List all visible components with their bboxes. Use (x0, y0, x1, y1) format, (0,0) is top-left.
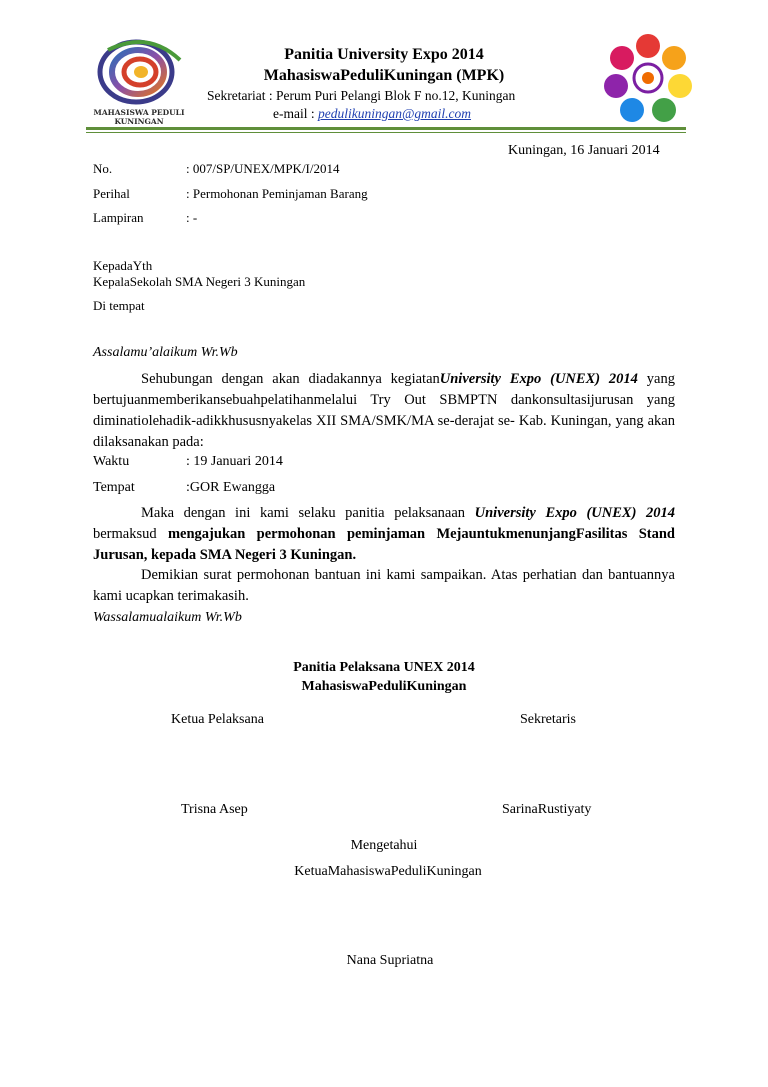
org-subtitle: MahasiswaPeduliKuningan (MPK) (263, 67, 505, 84)
para2-bold: mengajukan permohonan peminjaman MejauntukmenunjangFasilitas Stand Jurusan, kepada SMA Negeri 3 Kuningan. (93, 526, 675, 563)
meta-label-perihal: Perihal (93, 186, 130, 201)
para1-pre: Sehubungan dengan akan diadakannya kegiatan (141, 371, 440, 387)
detail-value-tempat: :GOR Ewangga (186, 480, 276, 495)
left-signer-name: Trisna Asep (181, 802, 248, 817)
meta-label-lampiran: Lampiran (93, 210, 144, 225)
place-date: Kuningan, 16 Januari 2014 (508, 143, 660, 158)
email-link[interactable]: pedulikuningan@gmail.com (317, 106, 472, 121)
detail-label-waktu: Waktu (93, 454, 130, 469)
detail-value-waktu: : 19 Januari 2014 (186, 454, 283, 469)
paragraph-closing: Demikian surat permohonan bantuan ini kami sampaikan. Atas perhatian dan bantuannya kami ucapkan terimakasih. (93, 567, 675, 604)
closing-salutation: Wassalamualaikum Wr.Wb (93, 610, 242, 625)
greeting: Assalamu’alaikum Wr.Wb (93, 345, 238, 360)
right-signer-role: Sekretaris (520, 712, 576, 727)
para1-event: University Expo (UNEX) 2014 (439, 371, 638, 387)
para2-mid: bermaksud (93, 526, 168, 542)
committee-title: Panitia Pelaksana UNEX 2014 (293, 660, 475, 675)
meta-value-perihal: : Permohonan Peminjaman Barang (186, 186, 368, 201)
recipient-line-2: KepalaSekolah SMA Negeri 3 Kuningan (93, 274, 306, 289)
para1-post: yang bertujuanmemberikansebuahpelatihanmelalui Try Out SBMPTN dankonsultasijurusan yang diminatiolehadik-adikkhususnyakelas XII SMA/SMK/MA se-derajat se- Kab. Kuningan, yang akan dilaksanakan pada: (93, 371, 675, 450)
org-email-line (273, 106, 471, 122)
logo-left-caption-line1: MAHASISWA PEDULI (93, 108, 185, 117)
right-signer-name: SarinaRustiyaty (502, 802, 592, 817)
chair-role: KetuaMahasiswaPeduliKuningan (294, 864, 482, 879)
para2-event: University Expo (UNEX) 2014 (474, 505, 675, 521)
recipient-line-1: KepadaYth (93, 258, 153, 273)
header-divider-thin (86, 132, 686, 133)
para2-pre: Maka dengan ini kami selaku panitia pelaksanaan (141, 505, 475, 521)
logo-left-caption (88, 108, 190, 126)
org-title: Panitia University Expo 2014 (284, 46, 484, 63)
logo-left-caption-line2: KUNINGAN (114, 117, 164, 126)
paragraph-request (93, 503, 675, 566)
chair-name: Nana Supriatna (346, 953, 434, 968)
email-label: e-mail : (273, 106, 318, 121)
left-signer-role: Ketua Pelaksana (171, 712, 264, 727)
detail-label-tempat: Tempat (93, 480, 135, 495)
org-address: Sekretariat : Perum Puri Pelangi Blok F no.12, Kuningan (207, 88, 516, 103)
acknowledged-label: Mengetahui (350, 838, 418, 853)
meta-value-no: : 007/SP/UNEX/MPK/I/2014 (186, 161, 340, 176)
recipient-line-3: Di tempat (93, 298, 145, 313)
committee-org: MahasiswaPeduliKuningan (301, 679, 467, 694)
meta-label-no: No. (93, 161, 113, 176)
meta-value-lampiran: : - (186, 210, 198, 225)
header-divider-thick (86, 127, 686, 130)
paragraph-intro (93, 369, 675, 453)
